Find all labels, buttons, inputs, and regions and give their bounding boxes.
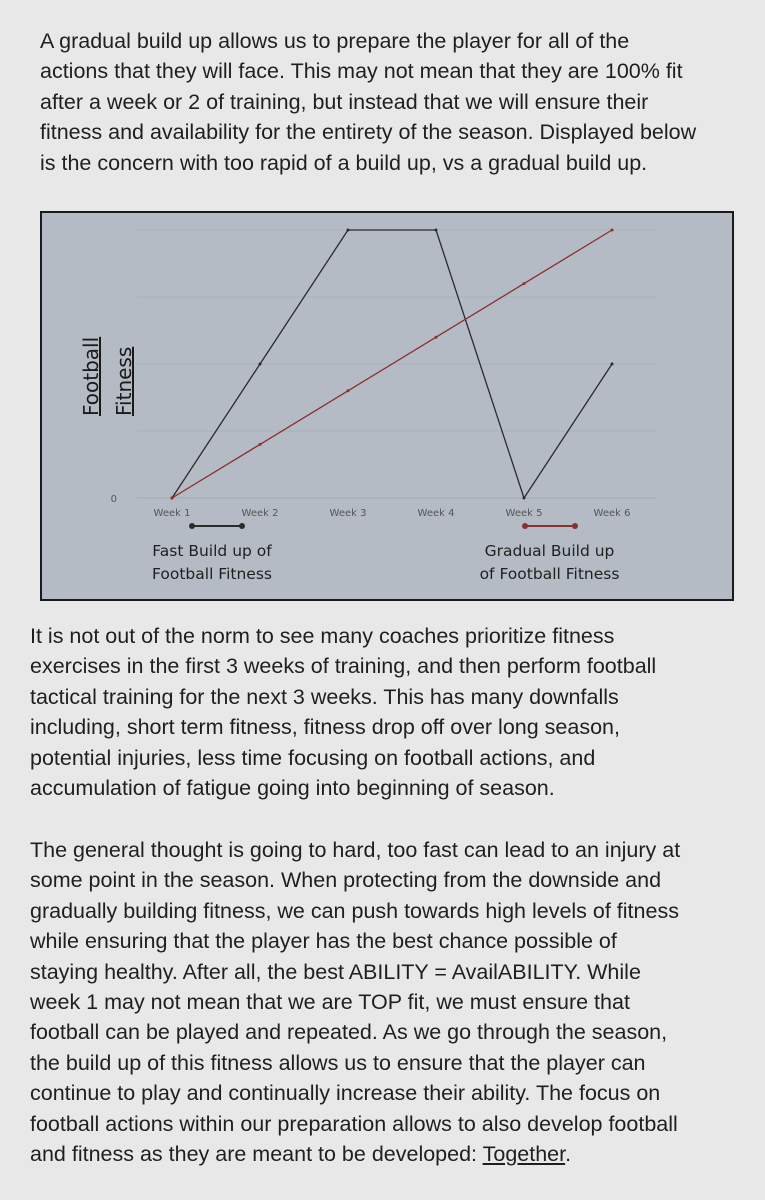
legend-label-gradual-build: Gradual Build up of Football Fitness: [479, 542, 620, 583]
legend-label-fast-build: Fast Build up of Football Fitness: [152, 542, 272, 583]
x-tick-label: Week 1: [153, 508, 191, 519]
legend-swatch-fast-marker: [189, 523, 195, 529]
x-tick-label: Week 3: [329, 508, 367, 519]
data-point: [611, 363, 614, 366]
data-point: [435, 336, 438, 339]
data-point: [611, 229, 614, 232]
intro-paragraph: A gradual build up allows us to prepare the player for all of the actions that they will face. This may not mean that they are 100% fit after a week or 2 of training, but instead that we will ensure their fitness and availability for the entirety of the season. Displayed below is the concern with too rapid of a build up, vs a gradual build up.: [40, 29, 697, 175]
x-tick-label: Week 4: [417, 508, 455, 519]
legend-swatch-fast-marker: [239, 523, 245, 529]
data-point: [259, 363, 262, 366]
general-thought-paragraph: [30, 835, 755, 1169]
data-point: [171, 497, 174, 500]
data-point: [523, 497, 526, 500]
data-point: [523, 282, 526, 285]
legend-swatch-gradual-marker: [522, 523, 528, 529]
x-tick-label: Week 6: [593, 508, 631, 519]
x-tick-label: Week 2: [241, 508, 279, 519]
legend-swatch-gradual-marker: [572, 523, 578, 529]
downfalls-paragraph: It is not out of the norm to see many coaches prioritize fitness exercises in the first 3 weeks of training, and then perform football tactical training for the next 3 weeks. This has many downfalls including, short term fitness, fitness drop off over long season, potential injuries, less time focusing on football actions, and accumulation of fatigue going into beginning of season.: [30, 624, 657, 801]
data-point: [435, 229, 438, 232]
y-axis-label-line-1: Football: [79, 336, 103, 416]
y-axis-label-line-2: Fitness: [112, 346, 136, 416]
y-tick-label: 0: [110, 494, 117, 505]
fitness-chart: [40, 211, 734, 601]
x-tick-label: Week 5: [505, 508, 543, 519]
data-point: [347, 229, 350, 232]
data-point: [259, 443, 262, 446]
closing-period: .: [565, 1142, 572, 1167]
data-point: [347, 389, 350, 392]
together-emphasis: Together: [482, 1142, 566, 1167]
general-thought-text: The general thought is going to hard, too fast can lead to an injury at some point in the season. When protecting from the downside and gradually building fitness, we can push towards high levels of fitness while ensuring that the player has the best chance possible of staying healthy. After all, the best ABILITY = AvailABILITY. While week 1 may not mean that we are TOP fit, we must ensure that football can be played and repeated. As we go through the season, the build up of this fitness allows us to ensure that the player can continue to play and continually increase their ability. The focus on football actions within our preparation allows to also develop football and fitness as they are meant to be developed:: [30, 838, 681, 1167]
